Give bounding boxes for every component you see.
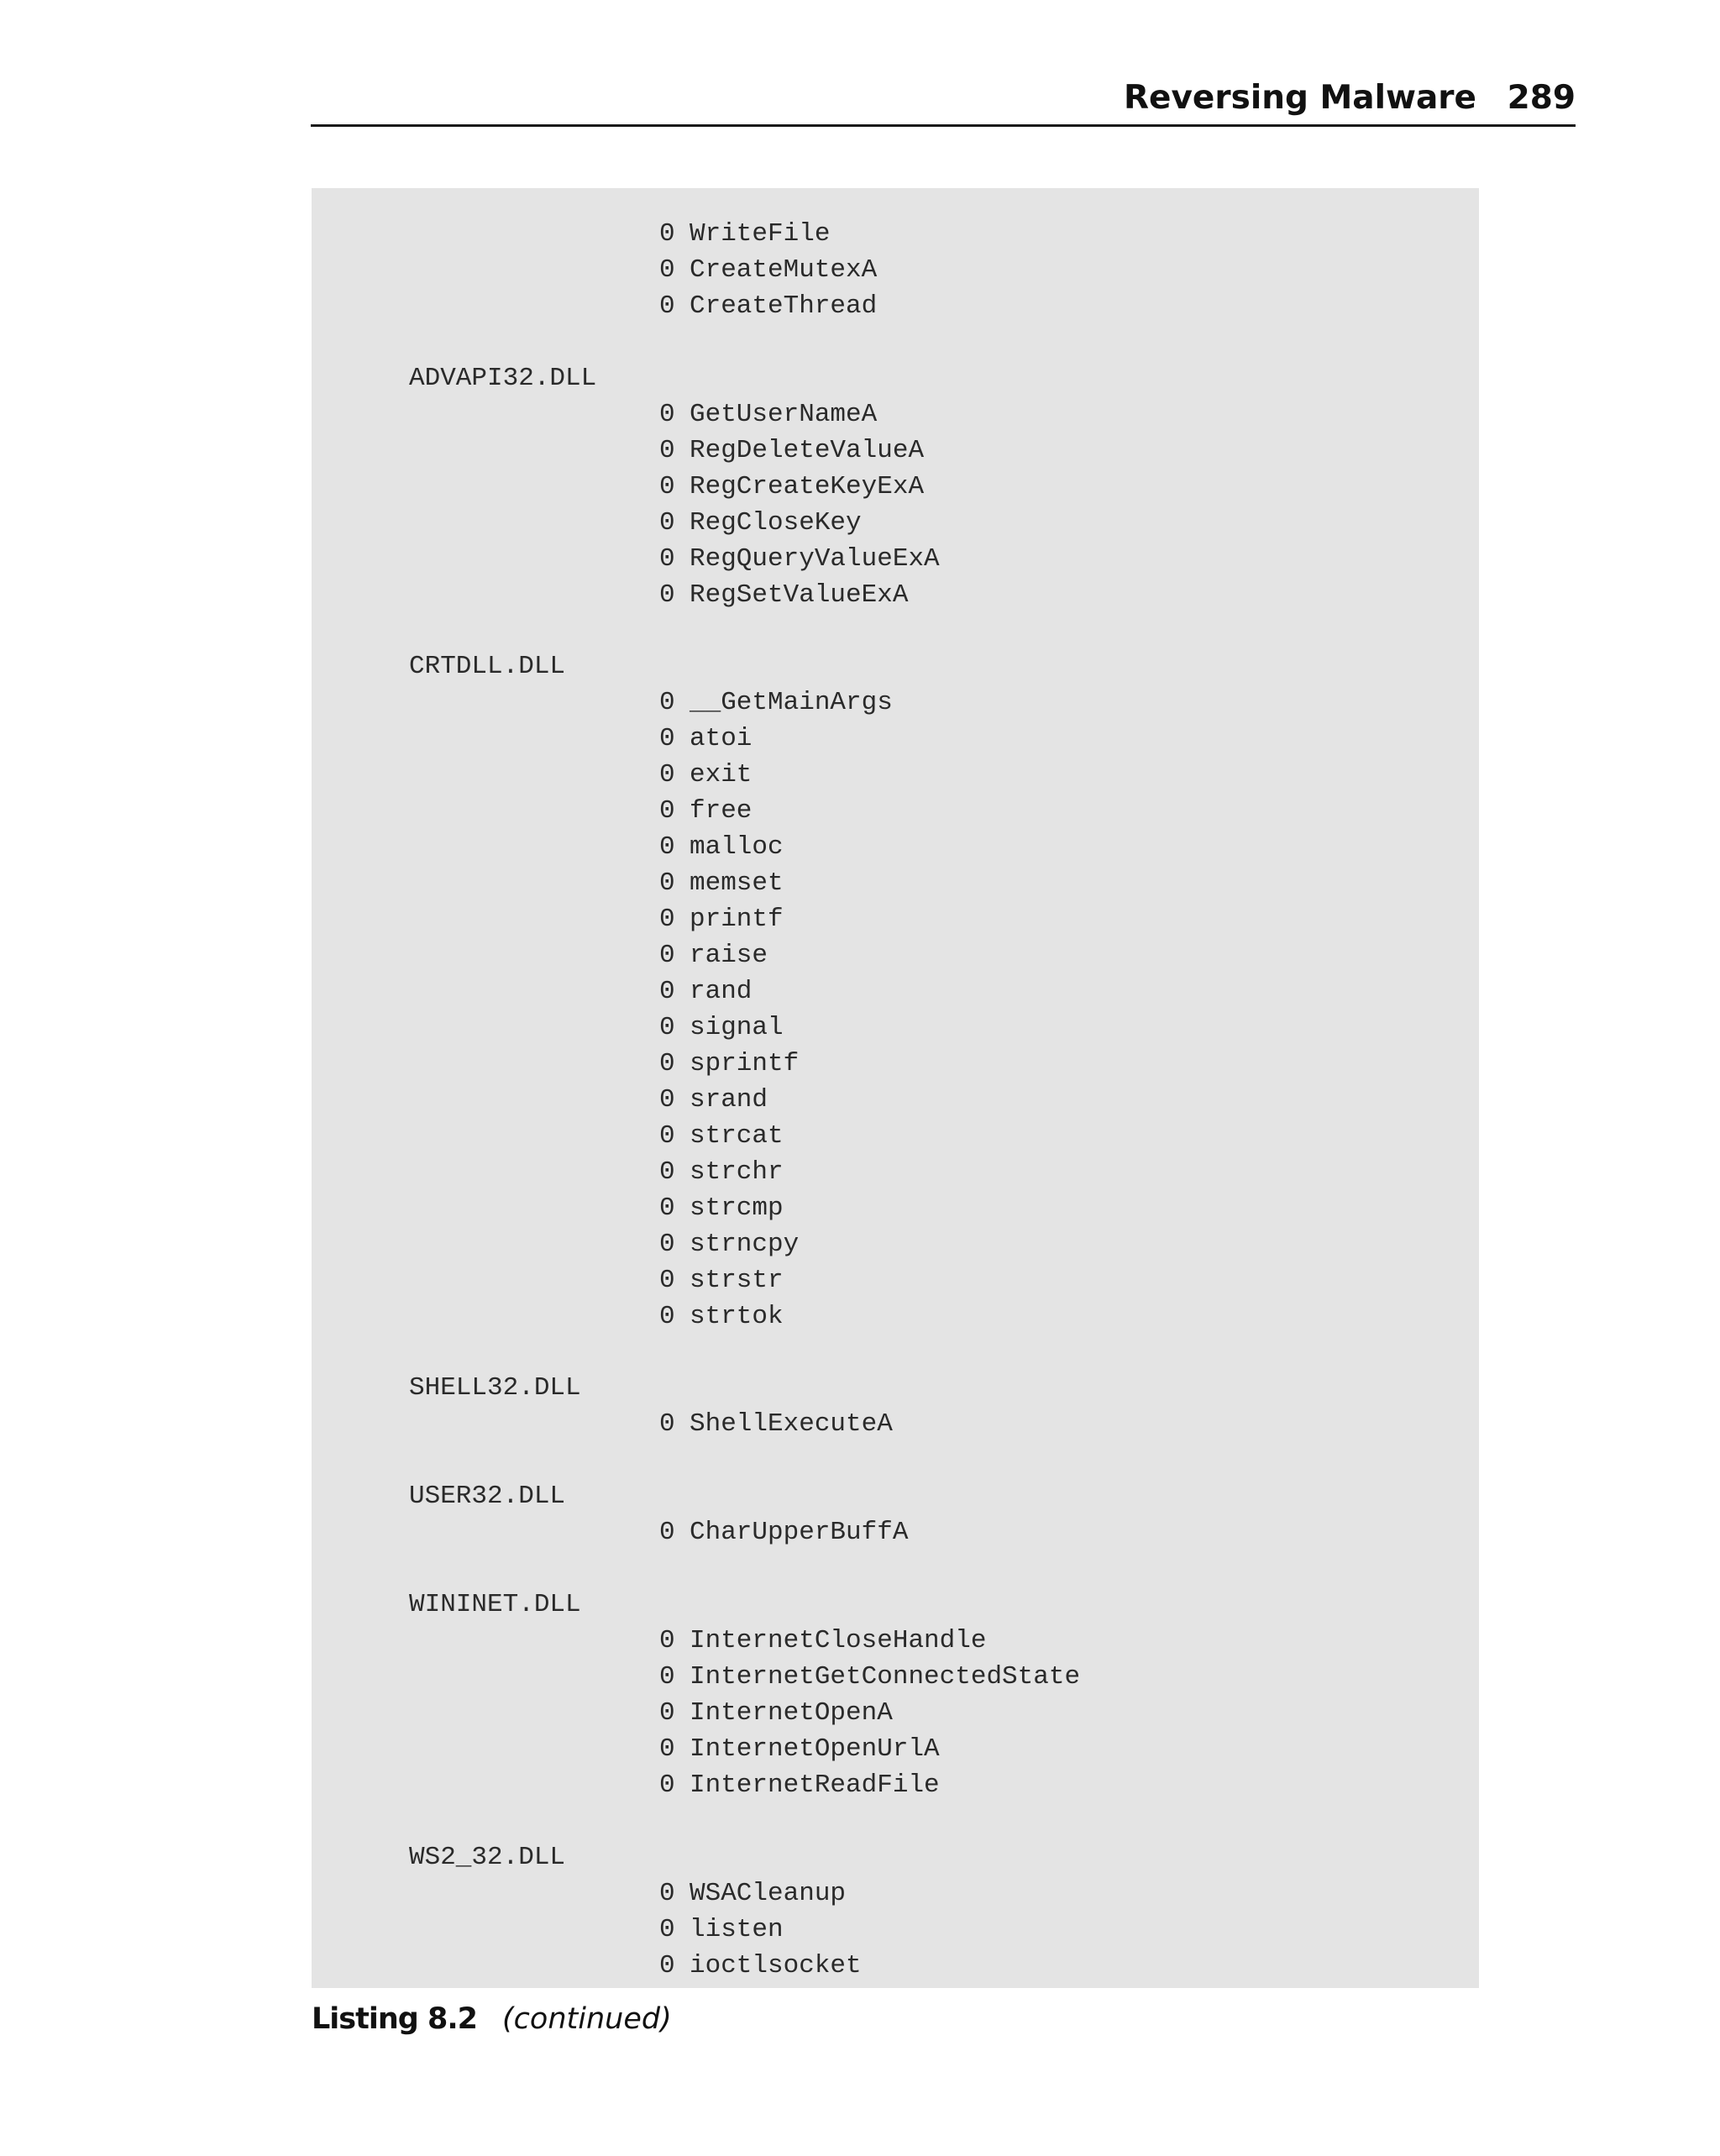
import-count: 0 bbox=[659, 1048, 675, 1078]
import-count: 0 bbox=[659, 1697, 675, 1728]
imported-function-name: InternetOpenUrlA bbox=[690, 1734, 940, 1764]
import-count: 0 bbox=[659, 1914, 675, 1944]
import-count: 0 bbox=[659, 1229, 675, 1259]
imported-function-name: RegQueryValueExA bbox=[690, 543, 940, 574]
imported-function-name: strstr bbox=[690, 1265, 784, 1295]
import-count: 0 bbox=[659, 796, 675, 826]
dll-name: ADVAPI32.DLL bbox=[409, 363, 597, 393]
imported-function-name: strchr bbox=[690, 1157, 784, 1187]
imported-function-name: CreateThread bbox=[690, 291, 878, 321]
import-count: 0 bbox=[659, 760, 675, 790]
imported-function-name: GetUserNameA bbox=[690, 399, 878, 429]
import-count: 0 bbox=[659, 1157, 675, 1187]
imported-function-name: InternetCloseHandle bbox=[690, 1626, 987, 1656]
imported-function-name: RegCloseKey bbox=[690, 507, 862, 538]
imported-function-name: listen bbox=[690, 1914, 784, 1944]
caption-label: Listing 8.2 bbox=[312, 2002, 478, 2036]
import-count: 0 bbox=[659, 507, 675, 538]
import-count: 0 bbox=[659, 291, 675, 321]
import-count: 0 bbox=[659, 1265, 675, 1295]
import-count: 0 bbox=[659, 868, 675, 899]
import-count: 0 bbox=[659, 1626, 675, 1656]
caption-note: (continued) bbox=[502, 2002, 672, 2036]
imported-function-name: rand bbox=[690, 976, 752, 1006]
imported-function-name: InternetOpenA bbox=[690, 1697, 893, 1728]
imported-function-name: atoi bbox=[690, 724, 752, 754]
import-count: 0 bbox=[659, 832, 675, 863]
import-count: 0 bbox=[659, 219, 675, 249]
import-count: 0 bbox=[659, 1734, 675, 1764]
imported-function-name: memset bbox=[690, 868, 784, 899]
imported-function-name: free bbox=[690, 796, 752, 826]
import-count: 0 bbox=[659, 471, 675, 501]
import-count: 0 bbox=[659, 976, 675, 1006]
imported-function-name: RegSetValueExA bbox=[690, 580, 909, 610]
import-count: 0 bbox=[659, 1012, 675, 1042]
imported-function-name: printf bbox=[690, 905, 784, 935]
import-count: 0 bbox=[659, 1950, 675, 1980]
imported-function-name: strcat bbox=[690, 1120, 784, 1151]
imported-function-name: InternetReadFile bbox=[690, 1770, 940, 1800]
listing-caption bbox=[312, 2002, 672, 2036]
import-count: 0 bbox=[659, 1518, 675, 1548]
import-count: 0 bbox=[659, 543, 675, 574]
imported-function-name: RegCreateKeyExA bbox=[690, 471, 925, 501]
imported-function-name: RegDeleteValueA bbox=[690, 435, 925, 465]
imported-function-name: strcmp bbox=[690, 1193, 784, 1223]
header-title: Reversing Malware bbox=[1124, 79, 1476, 117]
import-count: 0 bbox=[659, 688, 675, 718]
imported-function-name: exit bbox=[690, 760, 752, 790]
dll-name: WS2_32.DLL bbox=[409, 1842, 566, 1872]
import-count: 0 bbox=[659, 580, 675, 610]
import-count: 0 bbox=[659, 254, 675, 285]
imported-function-name: strncpy bbox=[690, 1229, 800, 1259]
import-count: 0 bbox=[659, 905, 675, 935]
imported-function-name: srand bbox=[690, 1084, 768, 1115]
imported-function-name: ioctlsocket bbox=[690, 1950, 862, 1980]
imported-function-name: sprintf bbox=[690, 1048, 800, 1078]
import-count: 0 bbox=[659, 435, 675, 465]
dll-name: CRTDLL.DLL bbox=[409, 652, 566, 682]
import-count: 0 bbox=[659, 399, 675, 429]
import-count: 0 bbox=[659, 724, 675, 754]
import-count: 0 bbox=[659, 1301, 675, 1331]
imported-function-name: __GetMainArgs bbox=[690, 688, 893, 718]
imported-function-name: WSACleanup bbox=[690, 1878, 847, 1908]
imported-function-name: raise bbox=[690, 941, 768, 970]
import-count: 0 bbox=[659, 1193, 675, 1223]
import-count: 0 bbox=[659, 1662, 675, 1692]
dll-name: SHELL32.DLL bbox=[409, 1373, 581, 1403]
import-count: 0 bbox=[659, 1120, 675, 1151]
import-count: 0 bbox=[659, 1409, 675, 1440]
page-number: 289 bbox=[1507, 79, 1576, 117]
code-listing bbox=[312, 188, 1479, 1988]
imported-function-name: signal bbox=[690, 1012, 784, 1042]
imported-function-name: malloc bbox=[690, 832, 784, 863]
imported-function-name: ShellExecuteA bbox=[690, 1409, 893, 1440]
import-count: 0 bbox=[659, 1878, 675, 1908]
imported-function-name: InternetGetConnectedState bbox=[690, 1662, 1081, 1692]
imported-function-name: WriteFile bbox=[690, 219, 831, 249]
running-header bbox=[311, 77, 1576, 127]
import-count: 0 bbox=[659, 1770, 675, 1800]
import-count: 0 bbox=[659, 1084, 675, 1115]
imported-function-name: CharUpperBuffA bbox=[690, 1518, 909, 1548]
dll-name: USER32.DLL bbox=[409, 1482, 566, 1512]
dll-name: WININET.DLL bbox=[409, 1590, 581, 1620]
import-count: 0 bbox=[659, 941, 675, 970]
imported-function-name: CreateMutexA bbox=[690, 254, 878, 285]
imported-function-name: strtok bbox=[690, 1301, 784, 1331]
